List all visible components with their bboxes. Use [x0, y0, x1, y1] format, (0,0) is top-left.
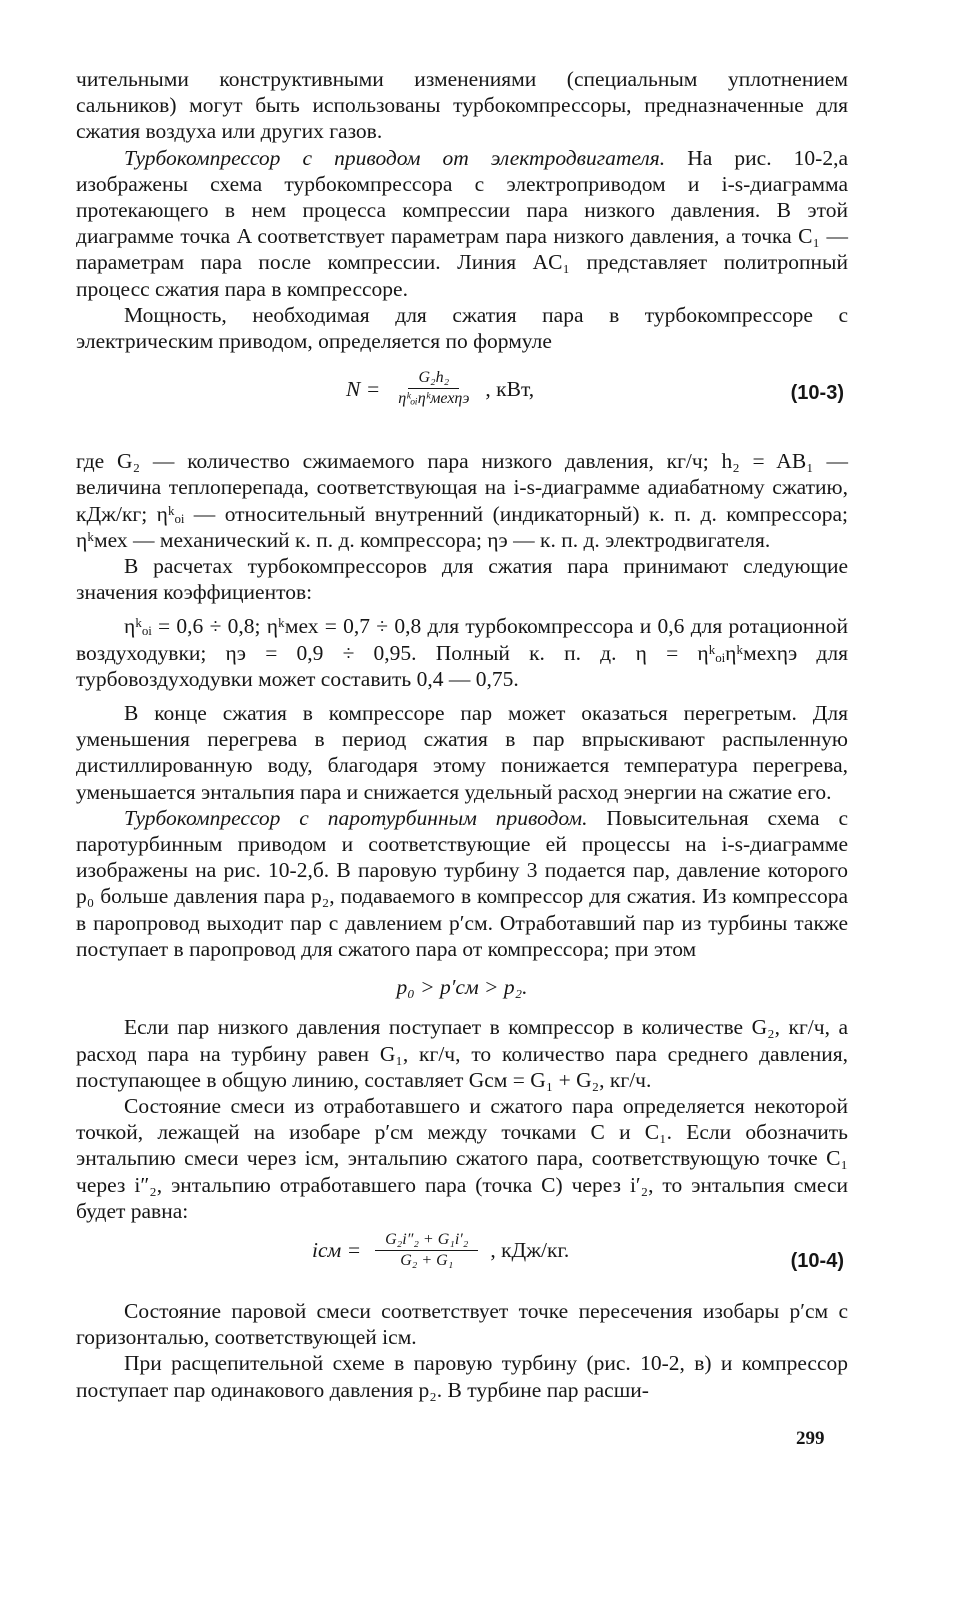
paragraph-flow-rates: Если пар низкого давления поступает в компрессор в количестве G₂, кг/ч, а расход пара на турбину равен G₁, кг/ч, то количество пара среднего давления, поступающее в общую линию, составляет Gсм = G₁ + G₂, кг/ч. [76, 1015, 848, 1092]
paragraph-mixture-state: Состояние смеси из отработавшего и сжатого пара определяется некоторой точкой, лежащей на изобаре p′см между точками C и C₁. Если обозначить энтальпию смеси через iсм, энтальпию сжатого пара, соответствующую точке C₁ через i″₂, энтальпию отработавшего пара (точка C) через i′₂, то энтальпия смеси будет равна: [76, 1093, 848, 1223]
formula-10-3-expression [346, 368, 534, 409]
paragraph-electric-drive [76, 145, 848, 302]
formula-10-3-lhs: N = [346, 376, 381, 401]
paragraph-power-formula-intro: Мощность, необходимая для сжатия пара в турбокомпрессоре с электрическим приводом, определяется по формуле [76, 302, 848, 354]
formula-10-4-unit: , кДж/кг. [490, 1238, 570, 1263]
paragraph-superheat: В конце сжатия в компрессоре пар может оказаться перегретым. Для уменьшения перегрева в период сжатия в пар впрыскивают распыленную дистиллированную воду, благодаря этому понижается температура перегрева, уменьшается энтальпия пара и снижается удельный расход энергии на сжатие его. [76, 701, 848, 804]
formula-10-3-unit: , кВт, [485, 376, 535, 401]
paragraph-steam-turbine-drive-text: Повысительная схема с паротурбинным приводом и соответствующие ей процессы на i-s-диаграмме изображены на рис. 10-2,б. В паровую турбину 3 подается пар, давление которого p₀ больше давления пара p₂, подаваемого в компрессор для сжатия. Из компрессора в паропровод выходит пар с давлением p′см. Отработавший пар из турбины также поступает в паропровод для сжатого пара от компрессора; при этом [76, 805, 848, 961]
formula-10-4 [76, 1230, 848, 1288]
formula-10-3-denominator: ηᵏₒᵢηᵏмехηэ [398, 390, 470, 408]
paragraph-steam-turbine-drive [76, 805, 848, 962]
heading-steam-turbine-drive: Турбокомпрессор с паротурбинным приводом. [124, 805, 588, 830]
formula-10-4-fraction [375, 1230, 478, 1271]
formula-10-4-expression [312, 1230, 569, 1271]
pressure-inequality: p₀ > p′см > p₂. [396, 975, 528, 1000]
paragraph-split-scheme: При расщепительной схеме в паровую турбину (рис. 10-2, в) и компрессор поступает пар одинакового давления p₂. В турбине пар расши- [76, 1351, 848, 1402]
page-body [76, 66, 848, 1403]
heading-electric-drive: Турбокомпрессор с приводом от электродвигателя. [124, 145, 666, 170]
formula-10-3-numerator: G₂h₂ [408, 368, 459, 389]
formula-10-4-lhs: iсм = [312, 1238, 362, 1263]
paragraph-intro: чительными конструктивными изменениями (специальным уплотнением сальников) могут быть использованы турбокомпрессоры, предназначенные для сжатия воздуха или других газов. [76, 67, 848, 144]
paragraph-coefficients-intro: В расчетах турбокомпрессоров для сжатия пара принимают следующие значения коэффициентов: [76, 554, 848, 605]
formula-10-3 [76, 362, 848, 438]
paragraph-electric-drive-text: изображены схема турбокомпрессора с электроприводом и i-s-диаграмма протекающего в нем процесса компрессии пара низкого давления. В этой диаграмме точка A соответствует параметрам пара низкого давления, а точка C₁ — параметрам пара после компрессии. Линия AC₁ представляет политропный процесс сжатия пара в компрессоре. [76, 171, 848, 301]
equation-number-10-4: (10-4) [790, 1249, 844, 1272]
formula-10-3-fraction [394, 368, 473, 409]
page-number: 299 [796, 1428, 825, 1449]
paragraph-mixture-point: Состояние паровой смеси соответствует точке пересечения изобары p′см с горизонталью, соответствующей iсм. [76, 1298, 848, 1350]
equation-number-10-3: (10-3) [790, 382, 844, 405]
formula-10-4-numerator: G₂i″₂ + G₁i′₂ [375, 1230, 478, 1251]
paragraph-coefficients: ηᵏₒᵢ = 0,6 ÷ 0,8; ηᵏмех = 0,7 ÷ 0,8 для турбокомпрессора и 0,6 для ротационной воздуходувки; ηэ = 0,9 ÷ 0,95. Полный к. п. д. η = ηᵏₒᵢηᵏмехηэ для турбовоздуходувки может составить 0,4 — 0,75. [76, 614, 848, 691]
paragraph-notation: где G₂ — количество сжимаемого пара низкого давления, кг/ч; h₂ = AB₁ — величина теплоперепада, соответствующая на i-s-диаграмме адиабатному сжатию, кДж/кг; ηᵏₒᵢ — относительный внутренний (индикаторный) к. п. д. компрессора; ηᵏмех — механический к. п. д. компрессора; ηэ — к. п. д. электродвигателя. [76, 449, 848, 552]
formula-10-4-denominator: G₂ + G₁ [400, 1251, 454, 1269]
heading-electric-drive-tail: На рис. 10-2,а [665, 145, 848, 170]
